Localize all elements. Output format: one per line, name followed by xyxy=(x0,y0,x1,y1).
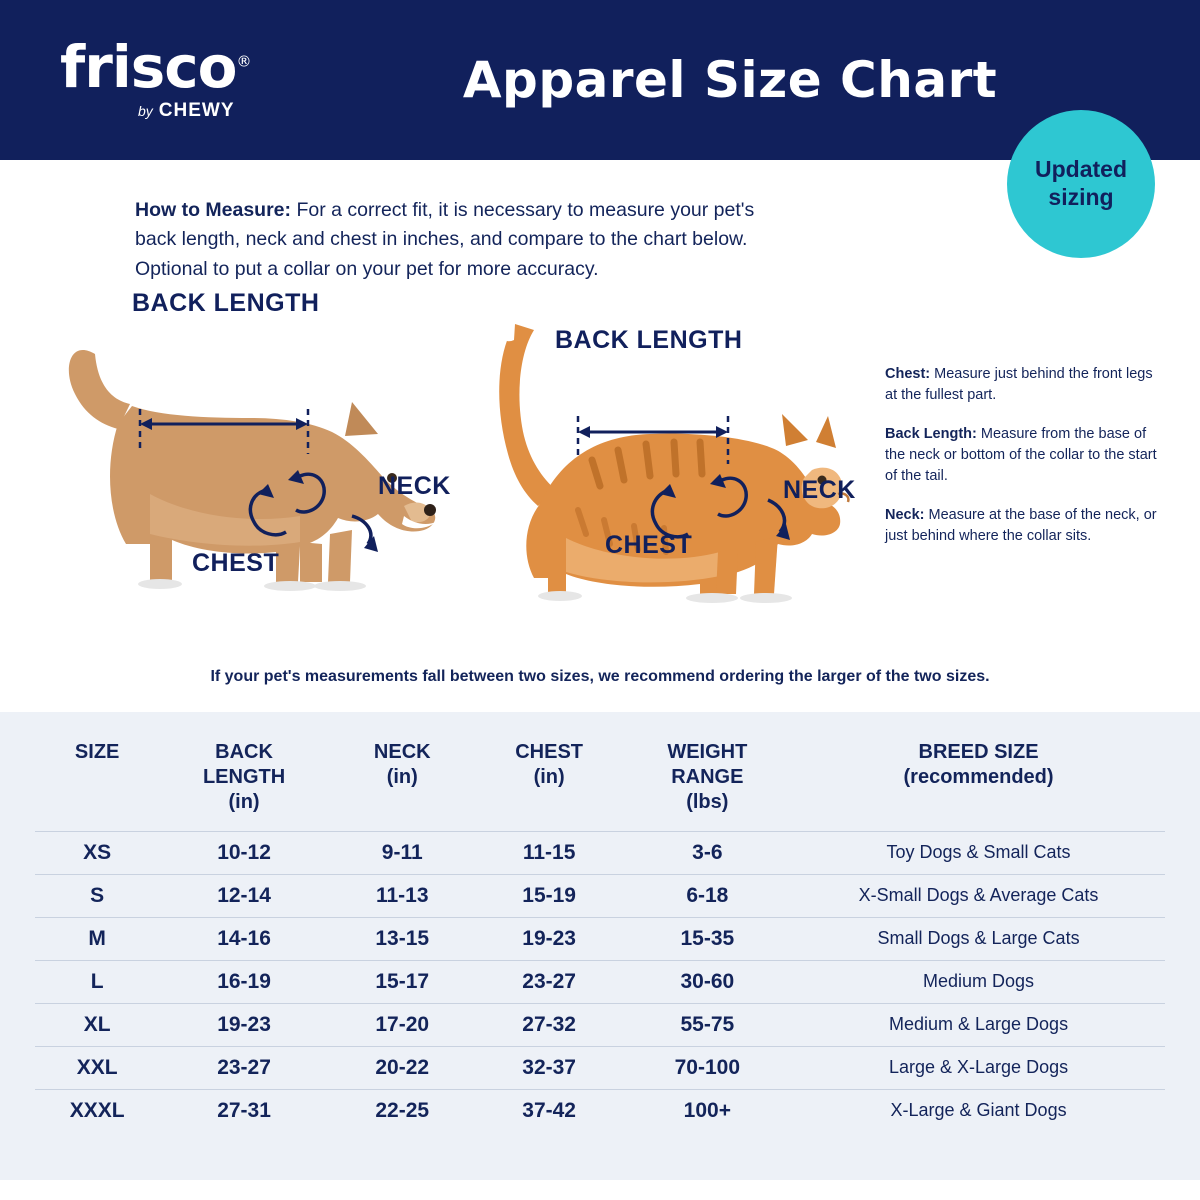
chest-cell: 11-15 xyxy=(522,840,576,864)
tip-neck xyxy=(885,505,1160,547)
badge-line-2: sizing xyxy=(1048,184,1114,210)
col-header-back-l2: LENGTH xyxy=(202,765,286,788)
size-cell: M xyxy=(88,926,106,950)
table-header xyxy=(35,734,1165,832)
col-header-chest xyxy=(476,734,623,832)
col-header-back-l1: BACK xyxy=(215,740,273,763)
cat-neck-label: NECK xyxy=(783,475,856,504)
table-body xyxy=(35,831,1165,1132)
col-header-weight-l3: (lbs) xyxy=(686,790,729,813)
updated-sizing-badge xyxy=(1007,110,1155,258)
how-to-measure-text: For a correct fit, it is necessary to measure your pet's back length, neck and chest in inches, and compare to the chart below. Optional to put a collar on your pet for more accuracy. xyxy=(135,199,755,280)
neck-cell: 17-20 xyxy=(375,1012,430,1036)
tip-chest-term: Chest: xyxy=(885,365,931,382)
col-header-weight-l1: WEIGHT xyxy=(667,740,748,763)
chest-cell: 32-37 xyxy=(522,1055,576,1079)
table-row xyxy=(35,1089,1165,1132)
table-row xyxy=(35,1046,1165,1089)
col-header-breed-l1: BREED SIZE xyxy=(918,740,1039,763)
col-header-size xyxy=(35,734,159,832)
logo-wordmark xyxy=(60,33,251,101)
col-header-breed-l2: (recommended) xyxy=(903,765,1054,788)
table-row xyxy=(35,917,1165,960)
chest-cell: 23-27 xyxy=(522,969,576,993)
breed-size-cell: Toy Dogs & Small Cats xyxy=(886,842,1071,863)
illustration-area xyxy=(0,288,1200,654)
breed-size-cell: Medium Dogs xyxy=(923,971,1035,992)
col-header-chest-l1: CHEST xyxy=(515,740,584,763)
back-length-cell: 14-16 xyxy=(217,926,271,950)
neck-cell: 11-13 xyxy=(375,883,429,907)
weight-range-cell: 30-60 xyxy=(680,969,735,993)
neck-cell: 22-25 xyxy=(375,1098,430,1122)
table-row xyxy=(35,1003,1165,1046)
col-header-back-length xyxy=(159,734,329,832)
table-row xyxy=(35,960,1165,1003)
measurement-tips xyxy=(885,364,1160,565)
size-cell: XS xyxy=(83,840,112,864)
table-row xyxy=(35,831,1165,874)
size-cell: XXXL xyxy=(69,1098,125,1122)
tip-back-length-text: Measure from the base of the neck or bottom of the collar to the start of the tail. xyxy=(885,425,1157,484)
weight-range-cell: 15-35 xyxy=(680,926,735,950)
cat-chest-label: CHEST xyxy=(605,530,693,559)
weight-range-cell: 70-100 xyxy=(674,1055,741,1079)
col-header-neck-l2: (in) xyxy=(386,765,418,788)
size-cell: L xyxy=(90,969,104,993)
neck-cell: 15-17 xyxy=(375,969,430,993)
back-length-cell: 12-14 xyxy=(217,883,271,907)
chest-cell: 15-19 xyxy=(522,883,576,907)
back-length-cell: 10-12 xyxy=(217,840,271,864)
breed-size-cell: Small Dogs & Large Cats xyxy=(877,928,1080,949)
frisco-logo xyxy=(0,33,380,122)
weight-range-cell: 55-75 xyxy=(680,1012,735,1036)
page-title: Apparel Size Chart xyxy=(462,51,998,109)
table-row xyxy=(35,874,1165,917)
col-header-chest-l2: (in) xyxy=(533,765,565,788)
table-header-row xyxy=(35,734,1165,832)
chest-cell: 27-32 xyxy=(522,1012,576,1036)
col-header-neck-l1: NECK xyxy=(373,740,431,763)
back-length-cell: 23-27 xyxy=(217,1055,271,1079)
logo-chewy-text: CHEWY xyxy=(158,100,235,121)
logo-subline xyxy=(138,100,235,122)
dog-chest-label: CHEST xyxy=(192,548,280,577)
breed-size-cell: Large & X-Large Dogs xyxy=(888,1057,1069,1078)
neck-cell: 9-11 xyxy=(381,840,423,864)
cat-back-length-label: BACK LENGTH xyxy=(555,325,743,354)
size-cell: XXL xyxy=(76,1055,118,1079)
back-length-cell: 16-19 xyxy=(217,969,271,993)
col-header-breed-size xyxy=(792,734,1165,832)
tip-neck-text: Measure at the base of the neck, or just behind where the collar sits. xyxy=(885,506,1157,544)
dog-neck-label: NECK xyxy=(378,471,451,500)
col-header-neck xyxy=(329,734,476,832)
col-header-weight-l2: RANGE xyxy=(671,765,744,788)
col-header-size-l1: SIZE xyxy=(74,740,120,763)
logo-wordmark-text: frisco xyxy=(60,33,237,101)
size-cell: XL xyxy=(83,1012,111,1036)
chest-cell: 37-42 xyxy=(522,1098,576,1122)
neck-cell: 13-15 xyxy=(375,926,430,950)
dog-back-length-label: BACK LENGTH xyxy=(132,288,320,317)
tip-chest xyxy=(885,364,1160,406)
weight-range-cell: 100+ xyxy=(683,1098,731,1122)
size-cell: S xyxy=(90,883,105,907)
tip-back-length-term: Back Length: xyxy=(885,425,977,442)
tip-back-length xyxy=(885,424,1160,487)
weight-range-cell: 6-18 xyxy=(686,883,729,907)
chest-cell: 19-23 xyxy=(522,926,576,950)
badge-line-1: Updated xyxy=(1035,156,1127,183)
cat-illustration xyxy=(498,320,849,602)
back-length-cell: 27-31 xyxy=(217,1098,271,1122)
weight-range-cell: 3-6 xyxy=(692,840,723,864)
col-header-back-l3: (in) xyxy=(228,790,260,813)
breed-size-cell: X-Large & Giant Dogs xyxy=(890,1100,1067,1121)
sizing-note: If your pet's measurements fall between two sizes, we recommend ordering the larger of the two sizes. xyxy=(210,667,990,685)
how-to-measure-paragraph xyxy=(0,160,940,284)
logo-by-text: by xyxy=(138,103,153,119)
size-chart-table xyxy=(35,734,1165,1132)
back-length-cell: 19-23 xyxy=(217,1012,271,1036)
size-chart-table-container xyxy=(0,712,1200,1180)
breed-size-cell: X-Small Dogs & Average Cats xyxy=(858,885,1099,906)
tip-chest-text: Measure just behind the front legs at the fullest part. xyxy=(885,365,1153,403)
breed-size-cell: Medium & Large Dogs xyxy=(888,1014,1069,1035)
col-header-weight-range xyxy=(623,734,793,832)
registered-mark-icon: ® xyxy=(236,52,251,71)
neck-cell: 20-22 xyxy=(375,1055,430,1079)
how-to-measure-label: How to Measure: xyxy=(135,199,292,221)
tip-neck-term: Neck: xyxy=(885,506,925,523)
